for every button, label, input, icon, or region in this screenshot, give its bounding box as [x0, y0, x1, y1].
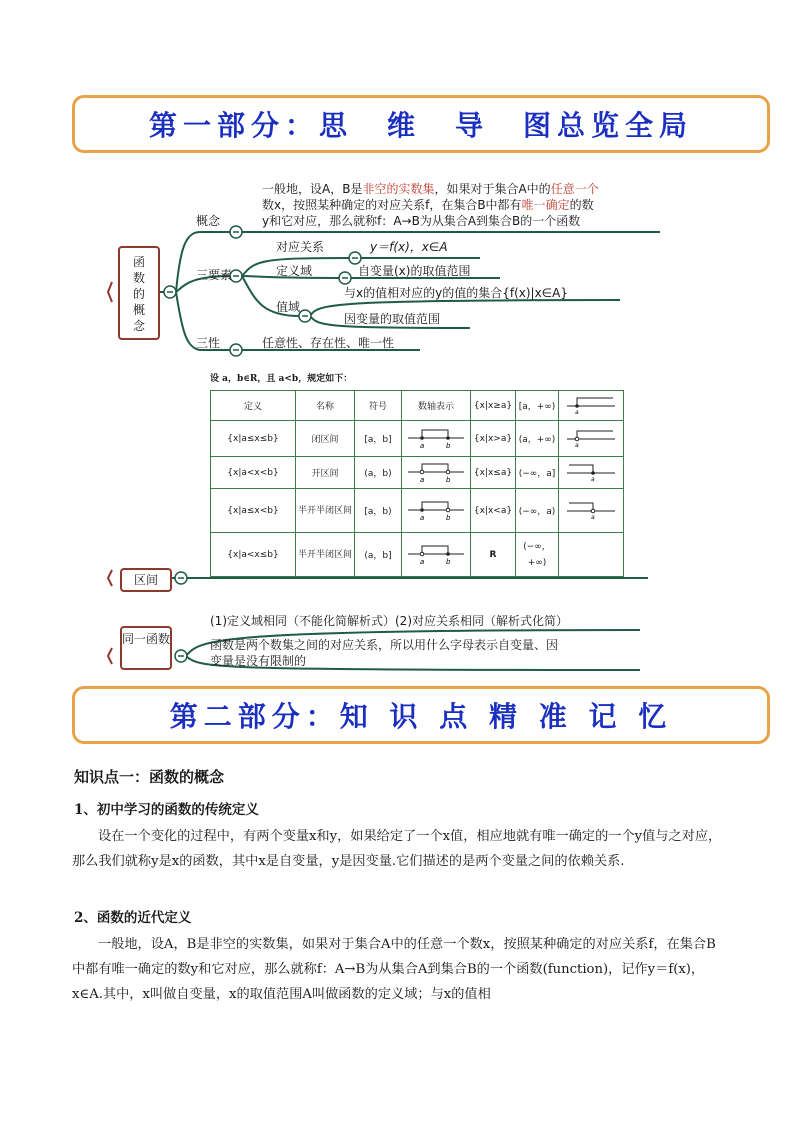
banner-part-two-title: 第二部分：知 识 点 精 准 记 忆 — [169, 700, 673, 733]
svg-text:a: a — [420, 476, 425, 484]
header-cell: 定义 — [211, 391, 296, 421]
table-cell: {x|a≤x<b} — [211, 489, 296, 533]
axis-cell — [402, 489, 471, 533]
table-cell: {x|x>a} — [471, 421, 516, 457]
table-cell: 半开半闭区间 — [296, 489, 355, 533]
interval-table — [210, 390, 624, 577]
svg-text:b: b — [446, 514, 451, 522]
svg-text:a: a — [420, 558, 425, 566]
axis-cell — [402, 457, 471, 489]
axis-cell — [402, 533, 471, 577]
header-cell: [a，+∞) — [516, 391, 559, 421]
same-function-line-2: 函数是两个数集之间的对应关系，所以用什么字母表示自变量、因 — [210, 638, 559, 652]
root-char: 念 — [132, 319, 145, 333]
table-cell: (a，b] — [355, 533, 402, 577]
table-cell: 闭区间 — [296, 421, 355, 457]
table-cell: (−∞，a] — [516, 457, 559, 489]
svg-text:a: a — [591, 476, 595, 483]
paragraph-traditional-definition: 设在一个变化的过程中，有两个变量x和y，如果给定了一个x值，相应地就有唯一确定的一个y值与之对应，那么我们就称y是x的函数，其中x是自变量，y是因变量.它们描述的是两个变量之间的依赖关系. — [72, 829, 722, 869]
three-elements-label: 三要素 — [196, 268, 233, 282]
domain-value: 自变量(x)的取值范围 — [358, 264, 471, 278]
table-row — [211, 421, 624, 457]
number-line-icon — [404, 496, 468, 522]
table-cell: {x|a<x<b} — [211, 457, 296, 489]
header-cell: 数轴表示 — [402, 391, 471, 421]
table-cell: [a，b] — [355, 421, 402, 457]
svg-text:a: a — [591, 514, 595, 521]
concept-line-3: y和它对应，那么就称f：A→B为从集合A到集合B的一个函数 — [262, 214, 581, 228]
header-cell: {x|x≥a} — [471, 391, 516, 421]
svg-text:a: a — [420, 442, 425, 450]
root-char: 的 — [132, 287, 145, 301]
table-cell: {x|a≤x≤b} — [211, 421, 296, 457]
axis-cell — [559, 533, 624, 577]
correspondence-label: 对应关系 — [276, 240, 325, 254]
correspondence-value: y＝f(x)，x∈A — [370, 240, 448, 254]
interval-node: 区间 — [120, 568, 172, 592]
axis-cell — [559, 391, 624, 421]
root-char: 函 — [132, 255, 145, 269]
number-line-icon — [563, 392, 619, 416]
table-cell: 开区间 — [296, 457, 355, 489]
svg-text:a: a — [575, 409, 579, 416]
three-props-value: 任意性、存在性、唯一性 — [262, 336, 395, 350]
table-cell: (−∞，+∞) — [516, 533, 559, 577]
table-cell: (a，+∞) — [516, 421, 559, 457]
axis-cell — [559, 421, 624, 457]
concept-line-2: 数x，按照某种确定的对应关系f，在集合B中都有唯一确定的数 — [262, 198, 594, 212]
banner-part-two — [72, 686, 770, 744]
number-line-icon — [404, 424, 468, 450]
same-function-line-3: 变量是没有限制的 — [210, 654, 307, 668]
table-row — [211, 533, 624, 577]
concept-line-1: 一般地，设A，B是非空的实数集，如果对于集合A中的任意一个 — [262, 182, 599, 196]
concept-label: 概念 — [196, 214, 221, 228]
svg-text:b: b — [446, 476, 451, 484]
same-function-node: 同一函数 — [120, 626, 172, 670]
table-cell: [a，b) — [355, 489, 402, 533]
svg-text:a: a — [575, 442, 579, 449]
paragraph-modern-definition: 一般地，设A，B是非空的实数集，如果对于集合A中的任意一个数x，按照某种确定的对应关系f，在集合B中都有唯一确定的数y和它对应，那么就称f：A→B为从集合A到集合B的一个函数(function)，记作y＝f(x)，x∈A.其中，x叫做自变量，x的取值范围A叫做函数的定义域；与x的值相 — [72, 937, 716, 1002]
root-char: 概 — [132, 303, 145, 317]
header-cell: 符号 — [355, 391, 402, 421]
number-line-icon — [563, 425, 619, 449]
range-value-2: 因变量的取值范围 — [344, 312, 441, 326]
table-row — [211, 489, 624, 533]
banner-part-one-title: 第一部分：思 维 导 图总览全局 — [148, 109, 693, 142]
heading-traditional-definition: 1、初中学习的函数的传统定义 — [74, 802, 259, 818]
number-line-icon — [563, 497, 619, 521]
axis-cell — [559, 489, 624, 533]
svg-text:b: b — [446, 442, 451, 450]
table-cell: R — [471, 533, 516, 577]
interval-intro: 设 a，b∈R，且 a<b，规定如下： — [210, 374, 353, 384]
range-label: 值域 — [276, 300, 301, 314]
root-char: 数 — [132, 271, 145, 285]
axis-cell — [559, 457, 624, 489]
table-cell: 半开半闭区间 — [296, 533, 355, 577]
number-line-icon — [404, 540, 468, 566]
svg-text:a: a — [420, 514, 425, 522]
table-row — [211, 457, 624, 489]
number-line-icon — [563, 459, 619, 483]
heading-modern-definition: 2、函数的近代定义 — [74, 910, 192, 926]
knowledge-point-title: 知识点一：函数的概念 — [74, 768, 225, 786]
range-value-1: 与x的值相对应的y的值的集合{f(x)|x∈A} — [344, 286, 568, 300]
header-cell: 名称 — [296, 391, 355, 421]
svg-text:b: b — [446, 558, 451, 566]
table-cell: {x|x≤a} — [471, 457, 516, 489]
same-function-line-1: (1)定义域相同（不能化简解析式）(2)对应关系相同（解析式化简） — [210, 614, 568, 628]
table-cell: {x|x<a} — [471, 489, 516, 533]
axis-cell — [402, 421, 471, 457]
mindmap-root-node — [118, 246, 160, 340]
table-cell: (a，b) — [355, 457, 402, 489]
three-props-label: 三性 — [196, 336, 221, 350]
domain-label: 定义域 — [276, 264, 313, 278]
table-cell: (−∞，a) — [516, 489, 559, 533]
table-cell: {x|a<x≤b} — [211, 533, 296, 577]
number-line-icon — [404, 458, 468, 484]
